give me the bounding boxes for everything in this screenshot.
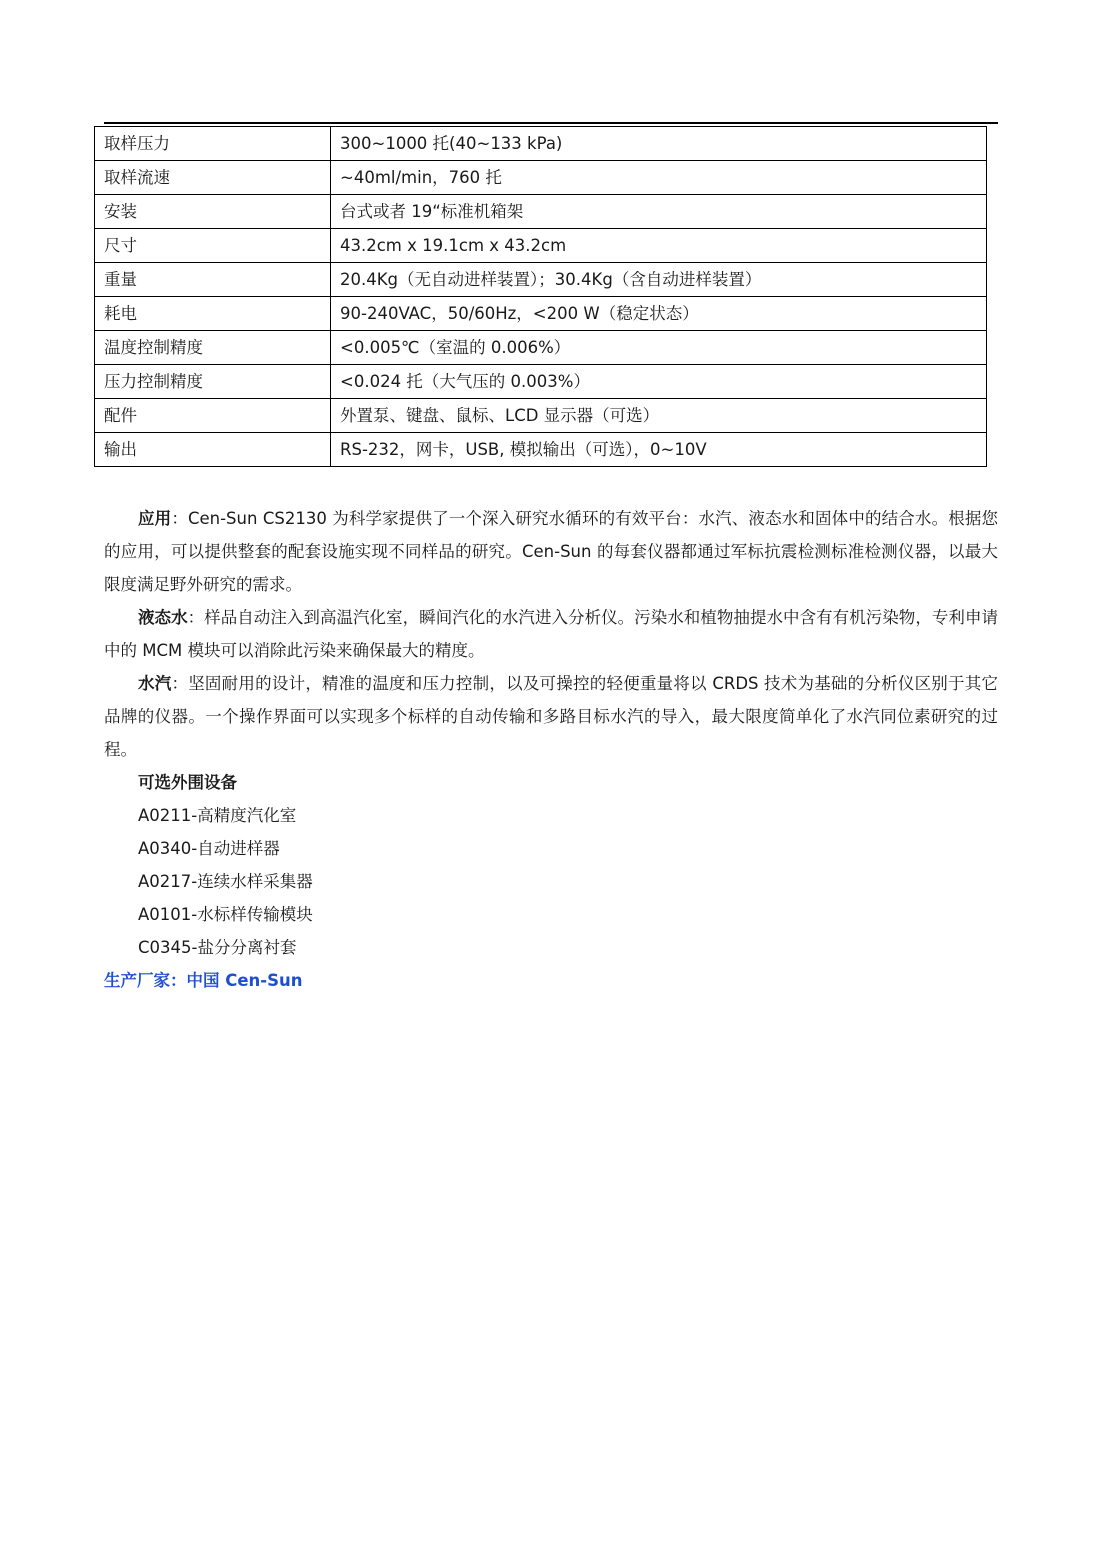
body-text bbox=[104, 502, 998, 997]
table-row bbox=[95, 399, 987, 433]
spec-label: 输出 bbox=[95, 433, 331, 467]
spec-value: 台式或者 19“标准机箱架 bbox=[331, 195, 987, 229]
liquid-water-label: 液态水 bbox=[138, 608, 188, 627]
list-item: A0340-自动进样器 bbox=[138, 839, 280, 858]
spec-value: ~40ml/min，760 托 bbox=[331, 161, 987, 195]
application-label: 应用 bbox=[138, 509, 172, 528]
spec-label: 重量 bbox=[95, 263, 331, 297]
spec-label: 取样压力 bbox=[95, 127, 331, 161]
spec-label: 温度控制精度 bbox=[95, 331, 331, 365]
table-row bbox=[95, 297, 987, 331]
liquid-water-text: ：样品自动注入到高温汽化室，瞬间汽化的水汽进入分析仪。污染水和植物抽提水中含有有机污染物，专利申请中的 MCM 模块可以消除此污染来确保最大的精度。 bbox=[104, 608, 999, 660]
manufacturer-line: 生产厂家：中国 Cen-Sun bbox=[104, 971, 303, 990]
list-item: A0211-高精度汽化室 bbox=[138, 806, 297, 825]
liquid-water-paragraph bbox=[104, 601, 998, 667]
spec-value: 90-240VAC，50/60Hz，<200 W（稳定状态） bbox=[331, 297, 987, 331]
spec-label: 耗电 bbox=[95, 297, 331, 331]
list-item: C0345-盐分分离衬套 bbox=[138, 938, 297, 957]
spec-value: 20.4Kg（无自动进样装置）；30.4Kg（含自动进样装置） bbox=[331, 263, 987, 297]
spec-value: <0.005℃（室温的 0.006%） bbox=[331, 331, 987, 365]
spec-value: RS-232，网卡，USB, 模拟输出（可选），0~10V bbox=[331, 433, 987, 467]
spec-value: 外置泵、键盘、鼠标、LCD 显示器（可选） bbox=[331, 399, 987, 433]
list-item: A0217-连续水样采集器 bbox=[138, 872, 313, 891]
table-row bbox=[95, 433, 987, 467]
spec-value: 43.2cm x 19.1cm x 43.2cm bbox=[331, 229, 987, 263]
spec-label: 安装 bbox=[95, 195, 331, 229]
spec-value: 300~1000 托(40~133 kPa) bbox=[331, 127, 987, 161]
application-text: ：Cen-Sun CS2130 为科学家提供了一个深入研究水循环的有效平台：水汽、液态水和固体中的结合水。根据您的应用，可以提供整套的配套设施实现不同样品的研究。Cen-Sun 的每套仪器都通过军标抗震检测标准检测仪器，以最大限度满足野外研究的需求。 bbox=[104, 509, 999, 594]
application-paragraph bbox=[104, 502, 998, 601]
water-vapor-paragraph bbox=[104, 667, 998, 766]
table-row bbox=[95, 161, 987, 195]
list-item: A0101-水标样传输模块 bbox=[138, 905, 313, 924]
table-row bbox=[95, 263, 987, 297]
water-vapor-label: 水汽 bbox=[138, 674, 172, 693]
spec-label: 尺寸 bbox=[95, 229, 331, 263]
optional-equipment-title: 可选外围设备 bbox=[138, 773, 237, 792]
header-rule bbox=[104, 122, 998, 124]
spec-label: 取样流速 bbox=[95, 161, 331, 195]
table-row bbox=[95, 229, 987, 263]
table-row bbox=[95, 127, 987, 161]
table-row bbox=[95, 195, 987, 229]
water-vapor-text: ：坚固耐用的设计，精准的温度和压力控制，以及可操控的轻便重量将以 CRDS 技术为基础的分析仪区别于其它品牌的仪器。一个操作界面可以实现多个标样的自动传输和多路目标水汽的导入，最大限度简单化了水汽同位素研究的过程。 bbox=[104, 674, 999, 759]
table-row bbox=[95, 331, 987, 365]
table-row bbox=[95, 365, 987, 399]
spec-label: 压力控制精度 bbox=[95, 365, 331, 399]
spec-value: <0.024 托（大气压的 0.003%） bbox=[331, 365, 987, 399]
spec-label: 配件 bbox=[95, 399, 331, 433]
spec-table bbox=[94, 126, 987, 467]
